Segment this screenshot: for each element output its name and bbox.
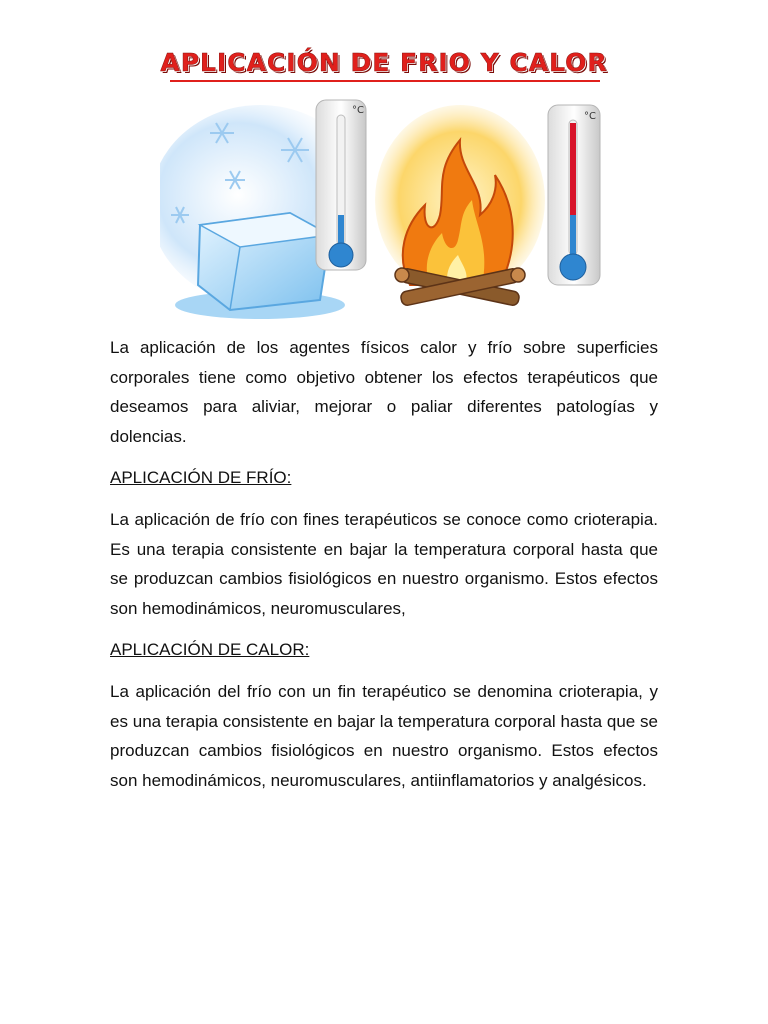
section-body-calor: La aplicación del frío con un fin terapéutico se denomina crioterapia, y es una terapia consistente en bajar la temperatura corporal hasta que se produzcan cambios fisiológicos en nuestro organismo. Estos efectos son hemodinámicos, neuromusculares, antiinflamatorios y analgésicos. — [110, 681, 658, 790]
section-heading-calor: APLICACIÓN DE CALOR: — [110, 640, 310, 660]
intro-paragraph: La aplicación de los agentes físicos calor y frío sobre superficies corporales tiene como objetivo obtener los efectos terapéuticos que deseamos para aliviar, mejorar o paliar diferentes patologías y dolencias. — [110, 338, 658, 446]
title-underline — [170, 80, 600, 82]
cold-thermometer-icon — [316, 100, 366, 270]
hot-group — [375, 105, 600, 306]
hot-unit-label: °C — [584, 111, 596, 122]
section-body-frio: La aplicación de frío con fines terapéuticos se conoce como crioterapia. Es una terapia consistente en bajar la temperatura corporal hasta que se produzcan cambios fisiológicos en nuestro organismo. Estos efectos son hemodinámicos, neuromusculares, — [110, 509, 658, 618]
hot-thermometer-icon — [548, 105, 600, 285]
section-heading-frio: APLICACIÓN DE FRÍO: — [110, 468, 292, 488]
cold-group — [160, 100, 370, 319]
page-title: APLICACIÓN DE FRIO Y CALOR — [160, 48, 608, 77]
document-body — [110, 333, 658, 807]
hot-cold-illustration — [160, 95, 610, 330]
cold-unit-label: °C — [352, 105, 364, 116]
